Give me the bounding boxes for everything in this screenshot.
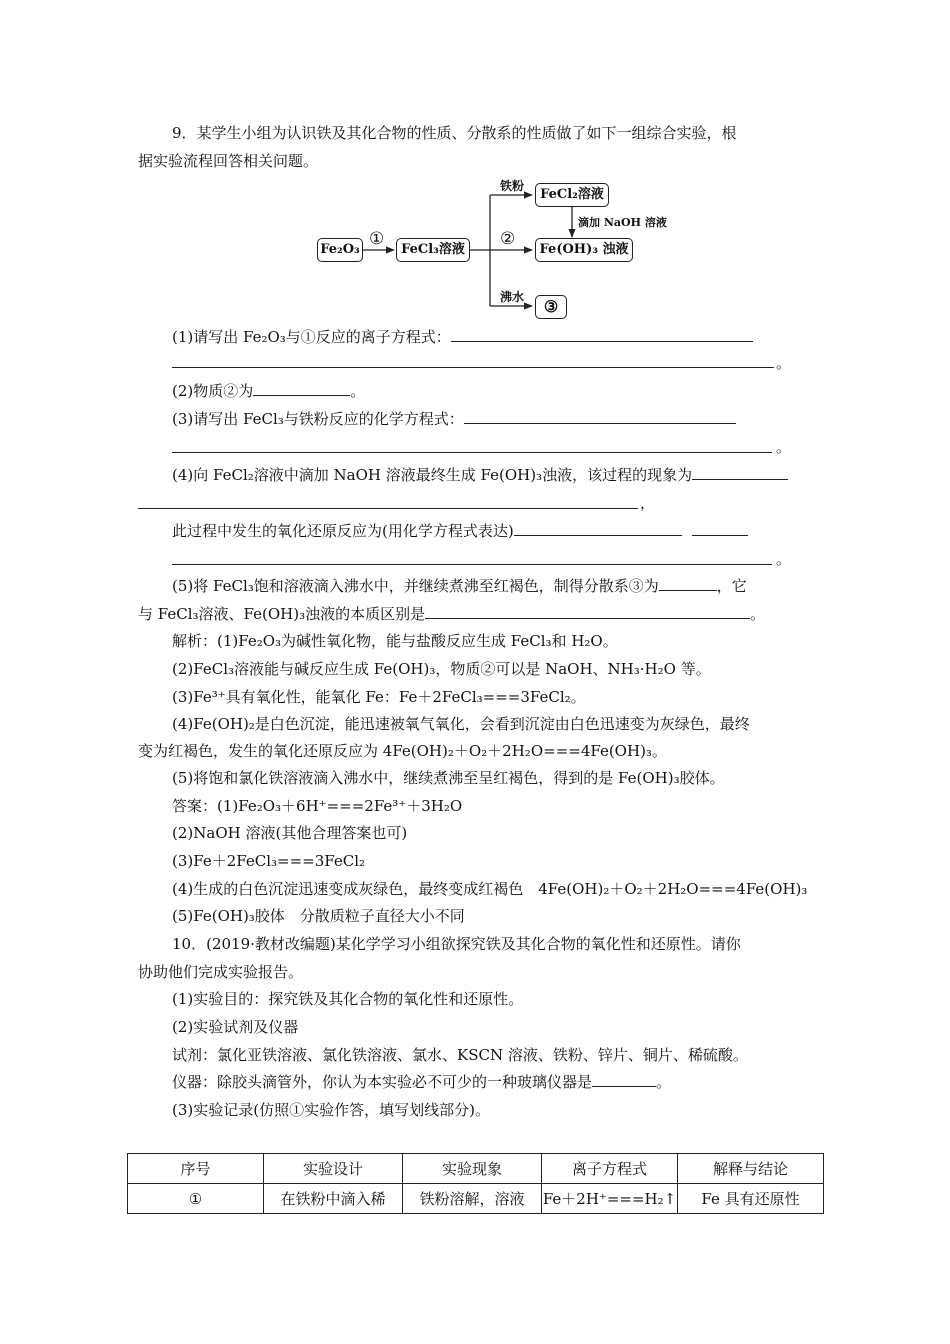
step2-label: ② — [500, 229, 516, 249]
feoh3-box: Fe(OH)₃ 浊液 — [535, 238, 633, 262]
period: 。 — [776, 438, 792, 456]
answer-blank — [514, 521, 682, 536]
answer-blank — [692, 521, 748, 536]
analysis-line: (2)FeCl₃溶液能与碱反应生成 Fe(OH)₃，物质②可以是 NaOH、NH₃·H₂O 等。 — [172, 660, 711, 678]
q9-part2-text: (2)物质②为 — [172, 382, 254, 400]
answer-line: (4)生成的白色沉淀迅速变成灰绿色，最终变成红褐色 4Fe(OH)₂＋O₂＋2H₂O===4Fe(OH)₃ — [172, 880, 808, 898]
table-header: 实验现象 — [403, 1154, 542, 1184]
q10-line: (1)实验目的：探究铁及其化合物的氧化性和还原性。 — [172, 990, 524, 1008]
table-header: 序号 — [128, 1154, 264, 1184]
q9-part3-text: (3)请写出 FeCl₃与铁粉反应的化学方程式： — [172, 410, 464, 428]
q9-part1 — [172, 327, 753, 347]
experiment-record-table — [127, 1153, 824, 1214]
add-naoh-label: 滴加 NaOH 溶液 — [578, 216, 667, 229]
table-row — [128, 1184, 824, 1214]
q9-intro-line1: 9．某学生小组为认识铁及其化合物的性质、分散系的性质做了如下一组综合实验，根 — [172, 124, 737, 142]
q9-part1-text: (1)请写出 Fe₂O₃与①反应的离子方程式： — [172, 328, 451, 346]
q9-part3 — [172, 409, 736, 429]
q9-part5b — [138, 604, 765, 624]
q10-line: 试剂：氯化亚铁溶液、氯化铁溶液、氯水、KSCN 溶液、铁粉、锌片、铜片、稀硫酸。 — [172, 1046, 748, 1064]
q9-part5a-text: (5)将 FeCl₃饱和溶液滴入沸水中，并继续煮沸至红褐色，制得分散系③为 — [172, 577, 659, 595]
answer-line: (5)Fe(OH)₃胶体 分散质粒子直径大小不同 — [172, 907, 465, 925]
boiling-water-label: 沸水 — [500, 290, 525, 304]
fe2o3-box: Fe₂O₃ — [317, 238, 363, 262]
period: 。 — [776, 550, 792, 568]
q10-line — [172, 1072, 671, 1092]
q9-part4a-text: (4)向 FeCl₂溶液中滴加 NaOH 溶液最终生成 Fe(OH)₃浊液，该过程的现象为 — [172, 466, 693, 484]
fecl2-box: FeCl₂溶液 — [535, 183, 609, 207]
answer-blank — [692, 465, 788, 480]
answer-blank — [464, 409, 736, 424]
answer-blank-line — [172, 452, 772, 453]
q9-intro-line2: 据实验流程回答相关问题。 — [138, 152, 319, 170]
answer-blank — [425, 604, 750, 619]
table-cell: Fe＋2H⁺===H₂↑ — [542, 1184, 678, 1214]
step3-box: ③ — [535, 295, 567, 319]
period: 。 — [656, 1073, 672, 1091]
step1-label: ① — [369, 229, 385, 249]
answer-blank-line — [138, 508, 638, 509]
flow-arrows — [0, 0, 950, 330]
analysis-line: (5)将饱和氯化铁溶液滴入沸水中，继续煮沸至呈红褐色，得到的是 Fe(OH)₃胶体。 — [172, 769, 725, 787]
table-cell: ① — [128, 1184, 264, 1214]
period: 。 — [350, 382, 366, 400]
answer-blank — [451, 327, 753, 342]
answer-blank — [659, 576, 717, 591]
analysis-line: 变为红褐色，发生的氧化还原反应为 4Fe(OH)₂＋O₂＋2H₂O===4Fe(OH)₃。 — [138, 742, 667, 760]
q9-part4a — [172, 465, 788, 485]
table-header: 实验设计 — [264, 1154, 403, 1184]
table-cell: 铁粉溶解，溶液 — [403, 1184, 542, 1214]
q10-line-text: 仪器：除胶头滴管外，你认为本实验必不可少的一种玻璃仪器是 — [172, 1073, 593, 1091]
q9-part4b — [172, 521, 748, 541]
fecl3-box: FeCl₃溶液 — [396, 238, 470, 262]
answer-line: 答案：(1)Fe₂O₃＋6H⁺===2Fe³⁺＋3H₂O — [172, 797, 463, 815]
q10-intro-line2: 协助他们完成实验报告。 — [138, 963, 304, 981]
q9-part4b-text: 此过程中发生的氧化还原反应为(用化学方程式表达) — [172, 522, 514, 540]
q9-part2 — [172, 381, 365, 401]
table-cell: Fe 具有还原性 — [678, 1184, 824, 1214]
q10-intro-line1: 10．(2019·教材改编题)某化学学习小组欲探究铁及其化合物的氧化性和还原性。请你 — [172, 935, 741, 953]
table-cell: 在铁粉中滴入稀 — [264, 1184, 403, 1214]
answer-line: (2)NaOH 溶液(其他合理答案也可) — [172, 824, 408, 842]
q10-line: (2)实验试剂及仪器 — [172, 1018, 299, 1036]
analysis-line: 解析：(1)Fe₂O₃为碱性氧化物，能与盐酸反应生成 FeCl₃和 H₂O。 — [172, 632, 618, 650]
flow-diagram — [0, 0, 950, 330]
answer-blank-line — [172, 367, 774, 368]
period: 。 — [750, 605, 766, 623]
answer-blank — [253, 381, 350, 396]
answer-line: (3)Fe＋2FeCl₃===3FeCl₂ — [172, 852, 366, 870]
analysis-line: (4)Fe(OH)₂是白色沉淀，能迅速被氧气氧化，会看到沉淀由白色迅速变为灰绿色，最终 — [172, 715, 750, 733]
table-header: 解释与结论 — [678, 1154, 824, 1184]
answer-blank-line — [172, 564, 772, 565]
comma: ， — [640, 494, 656, 512]
q9-part5a — [172, 576, 747, 596]
iron-powder-label: 铁粉 — [500, 179, 525, 193]
q10-line: (3)实验记录(仿照①实验作答，填写划线部分)。 — [172, 1101, 490, 1119]
answer-blank — [592, 1072, 656, 1087]
table-header: 离子方程式 — [542, 1154, 678, 1184]
table-header-row — [128, 1154, 824, 1184]
q9-part5a-end: ，它 — [716, 577, 747, 595]
analysis-line: (3)Fe³⁺具有氧化性，能氧化 Fe：Fe＋2FeCl₃===3FeCl₂。 — [172, 688, 586, 706]
period: 。 — [776, 354, 792, 372]
q9-part5b-text: 与 FeCl₃溶液、Fe(OH)₃浊液的本质区别是 — [138, 605, 426, 623]
